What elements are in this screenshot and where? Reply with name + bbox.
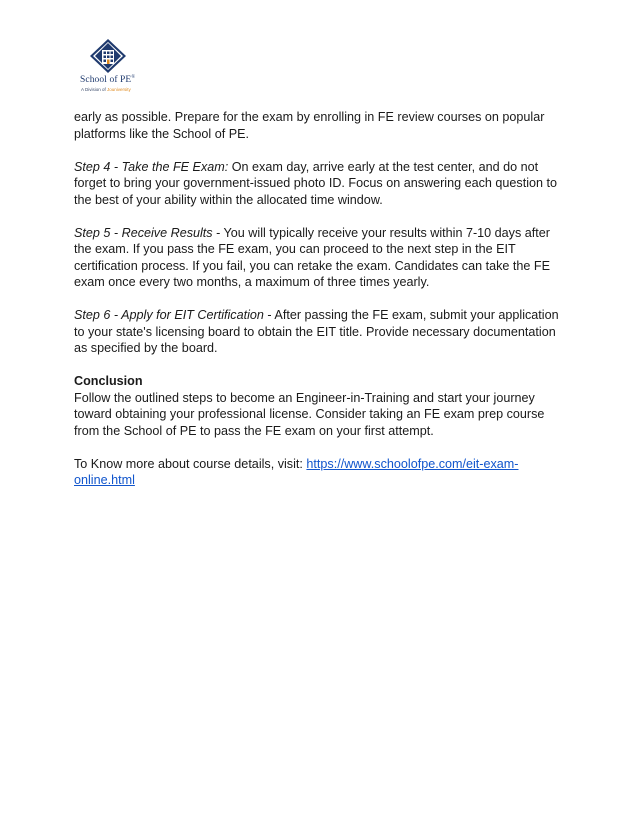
paragraph-step-4 bbox=[74, 159, 564, 209]
logo-name-text: School of PE bbox=[80, 75, 132, 86]
step-6-title: Step 6 - Apply for EIT Certification bbox=[74, 308, 264, 322]
conclusion-text: Follow the outlined steps to become an Engineer-in-Training and start your journey toward obtaining your professional license. Consider taking an FE exam prep course from the School of PE to pass the FE exam on your first attempt. bbox=[74, 390, 545, 438]
conclusion-heading: Conclusion bbox=[74, 374, 143, 388]
step-5-text: - You will typically receive your results within 7-10 days after the exam. If you pass the FE exam, you can proceed to the next step in the EIT certification process. If you fail, you can retake the exam. Candidates can take the FE exam once every two months, a maximum of three times yearly. bbox=[74, 225, 551, 289]
document-body bbox=[74, 109, 564, 505]
school-of-pe-building-icon bbox=[88, 38, 128, 74]
step-4-title: Step 4 - Take the FE Exam: bbox=[74, 159, 229, 174]
paragraph-more-info bbox=[74, 456, 564, 489]
more-info-prefix: To Know more about course details, visit: bbox=[74, 456, 307, 471]
paragraph-step-6 bbox=[74, 307, 564, 357]
school-of-pe-logo bbox=[72, 38, 152, 98]
logo-tagline-accent: Jouniversity bbox=[107, 87, 131, 92]
course-details-link[interactable]: https://www.schoolofpe.com/eit-exam-online.html bbox=[74, 456, 519, 487]
logo-tagline-prefix: A Division of bbox=[81, 87, 106, 92]
paragraph-step-5 bbox=[74, 225, 564, 291]
step-5-title: Step 5 - Receive Results bbox=[74, 225, 213, 240]
paragraph-conclusion bbox=[74, 373, 564, 439]
step-4-text: On exam day, arrive early at the test center, and do not forget to bring your government-issued photo ID. Focus on answering each question to the best of your ability within the allocated time window. bbox=[74, 159, 558, 207]
paragraph-continuation: early as possible. Prepare for the exam by enrolling in FE review courses on popular platforms like the School of PE. bbox=[74, 110, 545, 141]
logo-tagline bbox=[81, 87, 131, 92]
logo-registered-mark: ® bbox=[131, 75, 136, 80]
logo-wordmark bbox=[80, 75, 135, 85]
step-6-text: - After passing the FE exam, submit your application to your state's licensing board to obtain the EIT title. Provide necessary documentation as specified by the board. bbox=[74, 308, 559, 355]
